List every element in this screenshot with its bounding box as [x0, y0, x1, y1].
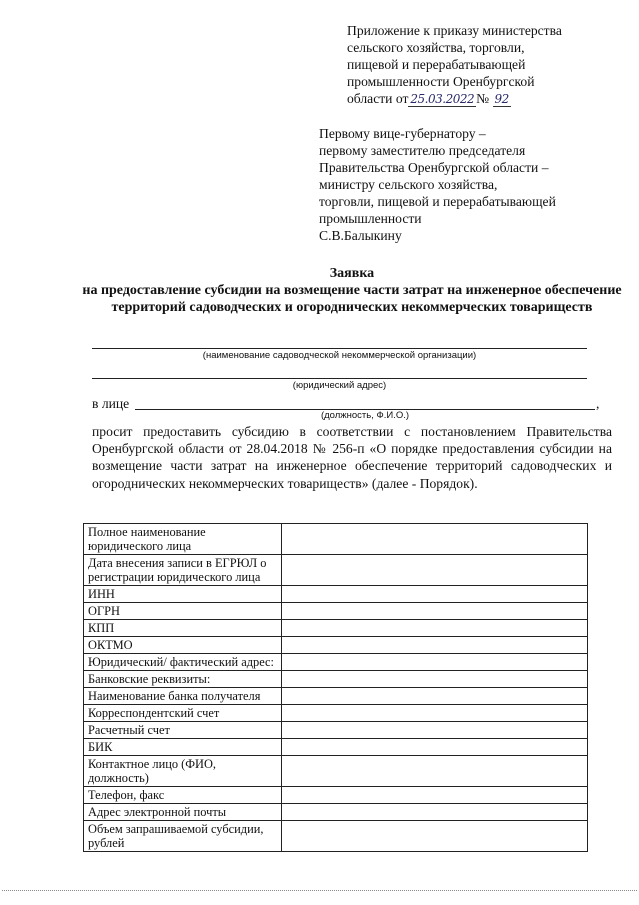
number-prefix: №	[476, 91, 490, 106]
table-row	[84, 739, 588, 756]
row-label: КПП	[84, 620, 282, 637]
row-label: ОГРН	[84, 603, 282, 620]
page-bottom-rule	[2, 890, 637, 891]
addressee-line: торговли, пищевой и перерабатывающей	[319, 194, 556, 209]
row-value-cell[interactable]	[282, 654, 588, 671]
row-value-cell[interactable]	[282, 620, 588, 637]
appendix-block	[347, 22, 632, 108]
table-row	[84, 756, 588, 787]
addressee-line: министру сельского хозяйства,	[319, 177, 498, 192]
table-row	[84, 688, 588, 705]
table-row	[84, 586, 588, 603]
row-value-cell[interactable]	[282, 586, 588, 603]
table-row	[84, 722, 588, 739]
row-value-cell[interactable]	[282, 524, 588, 555]
address-line[interactable]	[92, 378, 587, 379]
handwritten-date: 25.03.2022	[410, 92, 475, 106]
addressee-line: первому заместителю председателя	[319, 143, 526, 158]
row-value-cell[interactable]	[282, 722, 588, 739]
row-label: ИНН	[84, 586, 282, 603]
row-value-cell[interactable]	[282, 705, 588, 722]
row-label: Контактное лицо (ФИО, должность)	[84, 756, 282, 787]
row-label: Корреспондентский счет	[84, 705, 282, 722]
appendix-line: пищевой и перерабатывающей	[347, 57, 526, 72]
title-main: Заявка	[329, 266, 375, 281]
row-value-cell[interactable]	[282, 756, 588, 787]
row-value-cell[interactable]	[282, 555, 588, 586]
row-label: Расчетный счет	[84, 722, 282, 739]
requisites-table	[83, 523, 588, 852]
table-row	[84, 671, 588, 688]
appendix-line: Приложение к приказу министерства	[347, 23, 562, 38]
row-value-cell[interactable]	[282, 821, 588, 852]
document-title	[80, 265, 624, 316]
row-label: Наименование банка получателя	[84, 688, 282, 705]
comma: ,	[596, 396, 600, 411]
row-label: Полное наименование юридического лица	[84, 524, 282, 555]
table-row	[84, 620, 588, 637]
table-row	[84, 804, 588, 821]
row-value-cell[interactable]	[282, 637, 588, 654]
addressee-line: промышленности	[319, 211, 422, 226]
row-label: ОКТМО	[84, 637, 282, 654]
appendix-line: сельского хозяйства, торговли,	[347, 40, 525, 55]
row-label: БИК	[84, 739, 282, 756]
handwritten-number: 92	[494, 92, 509, 106]
row-label: Адрес электронной почты	[84, 804, 282, 821]
org-name-line[interactable]	[92, 348, 587, 349]
row-value-cell[interactable]	[282, 671, 588, 688]
appendix-line: промышленности Оренбургской	[347, 74, 535, 89]
table-row	[84, 555, 588, 586]
row-label: Банковские реквизиты:	[84, 671, 282, 688]
addressee-line: Первому вице-губернатору –	[319, 126, 486, 141]
row-label: Телефон, факс	[84, 787, 282, 804]
table-row	[84, 524, 588, 555]
caption-org: (наименование садоводческой некоммерческой организации)	[202, 350, 477, 361]
table-row	[84, 654, 588, 671]
addressee-line: С.В.Балыкину	[319, 228, 402, 243]
row-label: Объем запрашиваемой субсидии, рублей	[84, 821, 282, 852]
row-value-cell[interactable]	[282, 787, 588, 804]
row-value-cell[interactable]	[282, 804, 588, 821]
appendix-date-line	[347, 90, 632, 108]
table-row	[84, 637, 588, 654]
request-body-text: просит предоставить субсидию в соответствии с постановлением Правительства Оренбургской области от 28.04.2018 № 256-п «О порядке предоставления субсидии на возмещение части затрат на инженерное обеспечение территорий садоводческих и огороднических некоммерческих товариществ» (далее - Порядок).	[92, 424, 612, 491]
addressee-block	[319, 125, 619, 244]
title-sub: на предоставление субсидии на возмещение части затрат на инженерное обеспечение территорий садоводческих и огороднических некоммерческих товариществ	[82, 283, 622, 315]
addressee-line: Правительства Оренбургской области –	[319, 160, 549, 175]
row-value-cell[interactable]	[282, 688, 588, 705]
table-row	[84, 821, 588, 852]
row-label: Юридический/ фактический адрес:	[84, 654, 282, 671]
caption-position: (должность, Ф.И.О.)	[320, 410, 410, 421]
caption-address: (юридический адрес)	[292, 380, 387, 391]
in-person-label: в лице	[92, 396, 130, 411]
table-row	[84, 603, 588, 620]
table-row	[84, 787, 588, 804]
row-value-cell[interactable]	[282, 739, 588, 756]
table-row	[84, 705, 588, 722]
row-label: Дата внесения записи в ЕГРЮЛ о регистрации юридического лица	[84, 555, 282, 586]
date-prefix: области от	[347, 91, 409, 106]
row-value-cell[interactable]	[282, 603, 588, 620]
